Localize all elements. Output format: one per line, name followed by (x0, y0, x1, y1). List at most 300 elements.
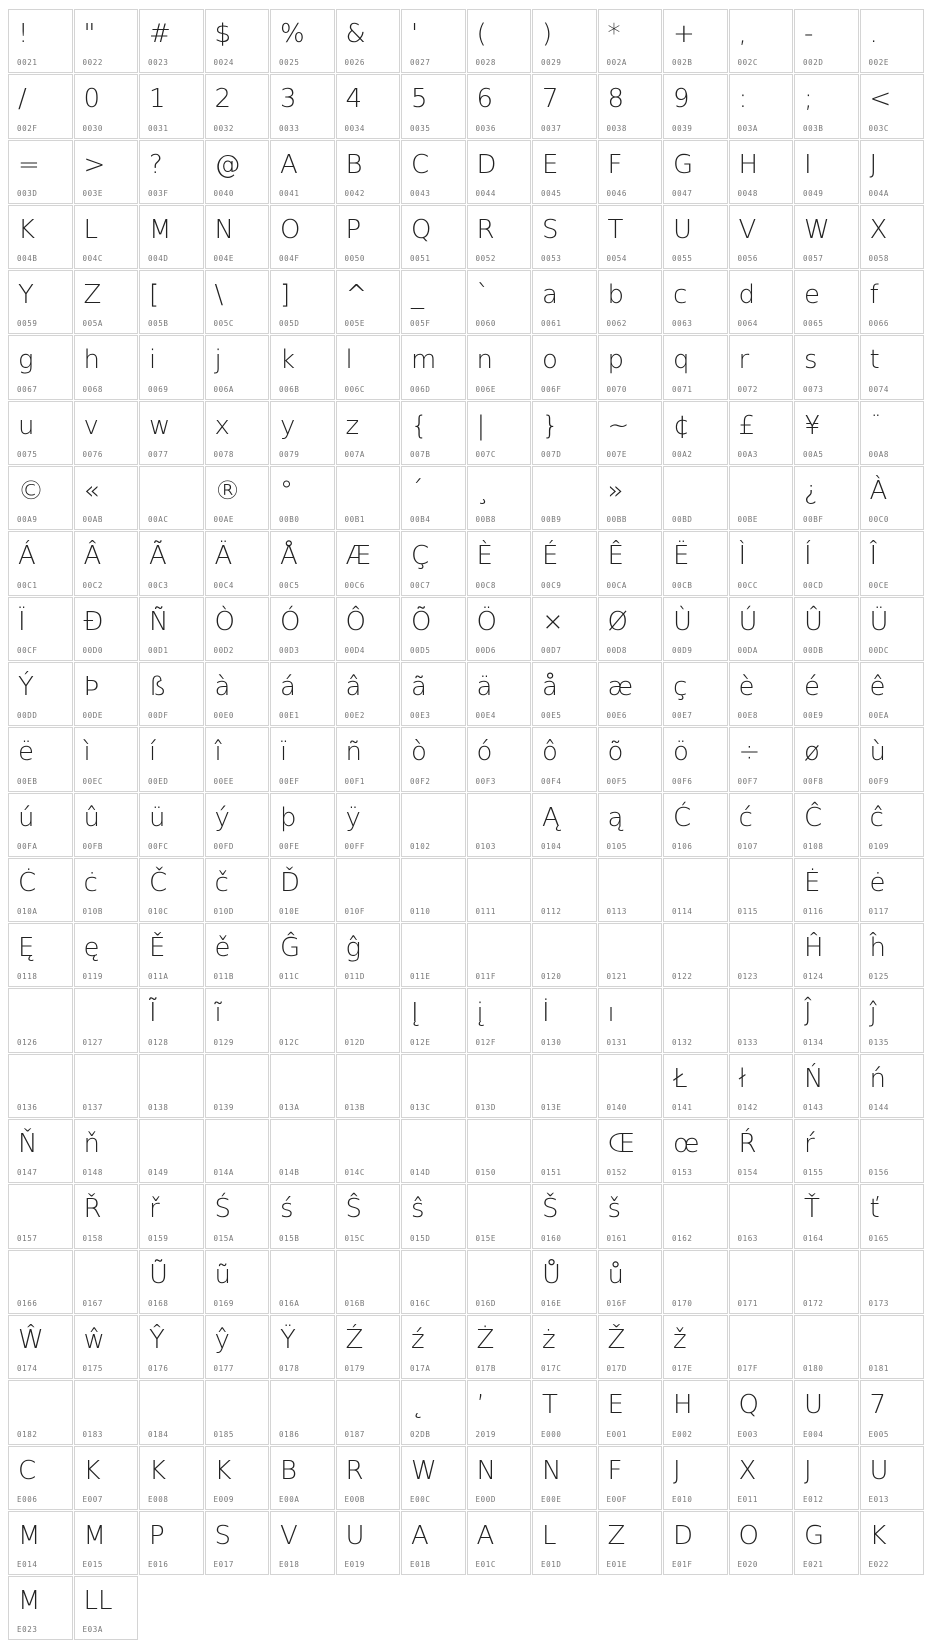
glyph-character: ž (673, 1324, 687, 1355)
glyph-character: ´ (411, 476, 424, 507)
glyph-code: 0073 (803, 384, 824, 394)
glyph-character: ã (411, 671, 427, 702)
glyph-cell (74, 923, 139, 987)
glyph-cell (467, 1054, 532, 1118)
glyph-character: ' (411, 19, 419, 49)
glyph-cell (74, 1054, 139, 1118)
glyph-cell (467, 9, 532, 73)
glyph-cell (663, 1054, 728, 1118)
glyph-character: ì (83, 737, 91, 768)
glyph-row (8, 1446, 925, 1511)
glyph-code: E005 (868, 1429, 889, 1439)
glyph-cell (139, 923, 204, 987)
glyph-character: č (214, 867, 229, 898)
glyph-code: 0129 (213, 1037, 234, 1047)
glyph-cell (598, 335, 663, 399)
glyph-character: æ (607, 671, 634, 702)
glyph-cell (74, 727, 139, 791)
glyph-character: J (869, 149, 878, 180)
glyph-character: × (542, 606, 564, 637)
glyph-code: 0036 (475, 123, 496, 133)
glyph-character: 3 (280, 84, 297, 115)
glyph-code: 012D (344, 1037, 365, 1047)
glyph-character: Ũ (149, 1259, 169, 1290)
glyph-cell (729, 858, 794, 922)
glyph-cell (598, 1511, 663, 1575)
glyph-code: E011 (737, 1494, 758, 1504)
glyph-cell (8, 1054, 73, 1118)
glyph-code: 0182 (17, 1429, 38, 1439)
glyph-cell (336, 140, 401, 204)
glyph-character: Î (869, 541, 878, 572)
glyph-code: 0048 (737, 188, 758, 198)
glyph-character: m (411, 345, 437, 376)
glyph-code: 0056 (737, 254, 758, 264)
glyph-cell (598, 270, 663, 334)
glyph-character: x (214, 410, 230, 441)
glyph-code: 00C1 (17, 580, 38, 590)
glyph-code: 0165 (868, 1233, 889, 1243)
glyph-character: Ń (804, 1063, 824, 1094)
glyph-code: 006A (213, 384, 234, 394)
glyph-cell (205, 1446, 270, 1510)
glyph-cell (729, 466, 794, 530)
glyph-cell (729, 793, 794, 857)
glyph-character: l (345, 345, 353, 376)
glyph-code: 0122 (672, 972, 693, 982)
glyph-code: 0169 (213, 1298, 234, 1308)
glyph-character: A (411, 1520, 429, 1551)
glyph-character: F (607, 1455, 623, 1486)
glyph-character: ń (869, 1063, 886, 1094)
glyph-code: 0155 (803, 1168, 824, 1178)
glyph-character: v (83, 410, 99, 441)
glyph-cell (794, 1511, 859, 1575)
glyph-character: O (280, 214, 301, 245)
glyph-code: 00AC (148, 515, 169, 525)
glyph-cell (139, 140, 204, 204)
glyph-code: E000 (541, 1429, 562, 1439)
glyph-code: 0158 (82, 1233, 103, 1243)
glyph-character: ŝ (411, 1194, 425, 1225)
glyph-character: [ (149, 280, 160, 311)
glyph-cell (729, 988, 794, 1052)
glyph-character: h (83, 345, 100, 376)
glyph-code: 00EF (279, 776, 300, 786)
glyph-cell (860, 74, 925, 138)
glyph-code: 004D (148, 254, 169, 264)
glyph-cell (467, 401, 532, 465)
glyph-cell (336, 270, 401, 334)
glyph-cell (401, 531, 466, 595)
glyph-code: 0153 (672, 1168, 693, 1178)
glyph-cell (205, 793, 270, 857)
glyph-cell (860, 466, 925, 530)
glyph-character: á (280, 671, 296, 702)
glyph-character: Ň (18, 1129, 38, 1160)
glyph-cell (860, 858, 925, 922)
glyph-code: 002F (17, 123, 38, 133)
glyph-row (8, 1119, 925, 1184)
glyph-code: 00A8 (868, 450, 889, 460)
glyph-code: 013D (475, 1103, 496, 1113)
glyph-code: 0172 (803, 1298, 824, 1308)
glyph-character: I (804, 149, 812, 180)
glyph-character: 1 (149, 84, 166, 115)
glyph-character: 8 (607, 84, 625, 115)
glyph-character: C (18, 1455, 37, 1486)
glyph-code: 00E8 (737, 711, 758, 721)
glyph-code: 003C (868, 123, 889, 133)
glyph-character: ê (869, 671, 886, 702)
glyph-character: ® (214, 476, 241, 507)
glyph-character: 7 (869, 1390, 887, 1421)
glyph-code: E009 (213, 1494, 234, 1504)
glyph-character: r (738, 345, 750, 376)
glyph-character: ý (214, 802, 230, 833)
glyph-cell (532, 1250, 597, 1314)
glyph-code: 00B9 (541, 515, 562, 525)
glyph-code: 0031 (148, 123, 169, 133)
glyph-code: 014A (213, 1168, 234, 1178)
glyph-cell (336, 531, 401, 595)
glyph-character: Ą (542, 802, 560, 833)
glyph-cell (270, 335, 335, 399)
glyph-code: 0168 (148, 1298, 169, 1308)
glyph-character: Ê (607, 541, 624, 572)
glyph-character: , (738, 19, 747, 49)
glyph-code: 0021 (17, 58, 38, 68)
glyph-code: 0119 (82, 972, 103, 982)
glyph-character: ’ (476, 1390, 485, 1421)
glyph-character: . (869, 19, 878, 49)
glyph-character: a (542, 280, 558, 311)
glyph-code: 0040 (213, 188, 234, 198)
glyph-cell (8, 858, 73, 922)
glyph-cell (532, 335, 597, 399)
glyph-cell (8, 1250, 73, 1314)
glyph-code: 002B (672, 58, 693, 68)
glyph-character: ç (673, 671, 688, 702)
glyph-cell (205, 1054, 270, 1118)
glyph-cell (598, 1054, 663, 1118)
glyph-code: 00CC (737, 580, 758, 590)
glyph-code: 003B (803, 123, 824, 133)
glyph-cell (860, 270, 925, 334)
glyph-character: í (149, 737, 157, 768)
glyph-cell (401, 335, 466, 399)
glyph-cell (139, 270, 204, 334)
glyph-cell (205, 9, 270, 73)
glyph-code: 0174 (17, 1364, 38, 1374)
glyph-code: 00DC (868, 645, 889, 655)
glyph-code: 00CE (868, 580, 889, 590)
glyph-character: = (18, 149, 40, 180)
glyph-character: } (542, 410, 559, 441)
glyph-cell (729, 923, 794, 987)
glyph-character: c (673, 280, 688, 311)
glyph-cell (205, 858, 270, 922)
glyph-code: 00FC (148, 841, 169, 851)
glyph-code: E00C (410, 1494, 431, 1504)
glyph-cell (794, 270, 859, 334)
glyph-cell (270, 988, 335, 1052)
glyph-character: Ċ (18, 867, 37, 898)
glyph-code: 004E (213, 254, 234, 264)
glyph-cell (336, 1119, 401, 1183)
glyph-code: 015B (279, 1233, 300, 1243)
glyph-character: / (18, 84, 27, 115)
glyph-cell (663, 727, 728, 791)
glyph-cell (139, 662, 204, 726)
glyph-cell (663, 923, 728, 987)
glyph-cell (336, 205, 401, 269)
glyph-cell (139, 1511, 204, 1575)
glyph-cell (860, 1250, 925, 1314)
glyph-cell (860, 1446, 925, 1510)
glyph-code: E022 (868, 1560, 889, 1570)
glyph-cell (139, 1315, 204, 1379)
glyph-cell (74, 531, 139, 595)
glyph-code: 0060 (475, 319, 496, 329)
glyph-character: Â (83, 541, 102, 572)
glyph-character: ź (411, 1324, 425, 1355)
glyph-code: 00B4 (410, 515, 431, 525)
glyph-character: e (804, 280, 820, 311)
glyph-cell (205, 335, 270, 399)
glyph-code: 00F2 (410, 776, 431, 786)
glyph-code: 00BD (672, 515, 693, 525)
glyph-cell (794, 140, 859, 204)
glyph-code: 017B (475, 1364, 496, 1374)
glyph-cell (532, 270, 597, 334)
glyph-cell (270, 9, 335, 73)
glyph-code: 0132 (672, 1037, 693, 1047)
glyph-character: $ (214, 19, 232, 49)
glyph-code: 00F9 (868, 776, 889, 786)
glyph-character: ò (411, 737, 427, 768)
glyph-code: 0033 (279, 123, 300, 133)
glyph-cell (860, 793, 925, 857)
glyph-code: 0123 (737, 972, 758, 982)
glyph-code: 0177 (213, 1364, 234, 1374)
glyph-code: 0139 (213, 1103, 234, 1113)
glyph-cell (860, 1315, 925, 1379)
glyph-character: į (476, 998, 484, 1029)
glyph-cell (598, 531, 663, 595)
glyph-cell (729, 531, 794, 595)
glyph-character: J (804, 1455, 812, 1486)
glyph-code: 00FE (279, 841, 300, 851)
glyph-code: 00B0 (279, 515, 300, 525)
glyph-cell (270, 1315, 335, 1379)
glyph-cell (270, 140, 335, 204)
glyph-character: ť (869, 1194, 880, 1225)
glyph-code: 00F4 (541, 776, 562, 786)
glyph-code: 0181 (868, 1364, 889, 1374)
glyph-cell (532, 531, 597, 595)
glyph-code: 0121 (606, 972, 627, 982)
glyph-cell (467, 74, 532, 138)
glyph-code: 0026 (344, 58, 365, 68)
glyph-character: Ť (804, 1194, 820, 1225)
glyph-cell (663, 74, 728, 138)
glyph-code: 011B (213, 972, 234, 982)
glyph-cell (270, 1380, 335, 1444)
glyph-cell (663, 1511, 728, 1575)
glyph-character: Ř (83, 1194, 102, 1225)
glyph-code: 00DE (82, 711, 103, 721)
glyph-code: 010B (82, 907, 103, 917)
glyph-code: 0043 (410, 188, 431, 198)
glyph-code: E012 (803, 1494, 824, 1504)
glyph-code: 0136 (17, 1103, 38, 1113)
glyph-cell (598, 1380, 663, 1444)
glyph-code: 0102 (410, 841, 431, 851)
glyph-code: 00A2 (672, 450, 693, 460)
glyph-code: 0130 (541, 1037, 562, 1047)
glyph-code: 005C (213, 319, 234, 329)
glyph-character: Þ (83, 671, 100, 702)
glyph-cell (663, 662, 728, 726)
glyph-row (8, 1054, 925, 1119)
glyph-cell (729, 9, 794, 73)
glyph-code: 0029 (541, 58, 562, 68)
glyph-cell (8, 1576, 73, 1640)
glyph-code: 0152 (606, 1168, 627, 1178)
glyph-cell (8, 727, 73, 791)
glyph-character: » (607, 476, 624, 507)
glyph-cell (860, 205, 925, 269)
glyph-character: û (83, 802, 100, 833)
glyph-cell (401, 74, 466, 138)
glyph-code: 00B8 (475, 515, 496, 525)
glyph-cell (270, 923, 335, 987)
glyph-row (8, 270, 925, 335)
glyph-cell (336, 9, 401, 73)
glyph-cell (794, 1446, 859, 1510)
glyph-code: 007B (410, 450, 431, 460)
glyph-cell (663, 988, 728, 1052)
glyph-code: 00E1 (279, 711, 300, 721)
glyph-cell (663, 1119, 728, 1183)
glyph-character: ; (804, 84, 813, 115)
glyph-cell (663, 205, 728, 269)
glyph-cell (794, 1054, 859, 1118)
glyph-code: 0071 (672, 384, 693, 394)
glyph-cell (401, 727, 466, 791)
glyph-code: 0067 (17, 384, 38, 394)
glyph-code: 0142 (737, 1103, 758, 1113)
glyph-code: 017A (410, 1364, 431, 1374)
glyph-code: 00EC (82, 776, 103, 786)
glyph-cell (205, 988, 270, 1052)
glyph-code: 0150 (475, 1168, 496, 1178)
glyph-code: 00ED (148, 776, 169, 786)
glyph-cell (205, 662, 270, 726)
glyph-code: 0159 (148, 1233, 169, 1243)
glyph-code: 0183 (82, 1429, 103, 1439)
glyph-code: 014B (279, 1168, 300, 1178)
glyph-cell (729, 205, 794, 269)
glyph-cell (598, 662, 663, 726)
glyph-code: 00A5 (803, 450, 824, 460)
glyph-cell (794, 923, 859, 987)
glyph-cell (8, 531, 73, 595)
glyph-code: 007E (606, 450, 627, 460)
glyph-code: 0148 (82, 1168, 103, 1178)
glyph-code: 00CA (606, 580, 627, 590)
glyph-character: é (804, 671, 820, 702)
glyph-character: S (542, 214, 559, 245)
glyph-cell (467, 270, 532, 334)
glyph-cell (860, 597, 925, 661)
glyph-cell (729, 727, 794, 791)
glyph-code: 0118 (17, 972, 38, 982)
glyph-cell (139, 205, 204, 269)
glyph-cell (139, 793, 204, 857)
glyph-code: 0138 (148, 1103, 169, 1113)
glyph-code: 0104 (541, 841, 562, 851)
glyph-code: 013C (410, 1103, 431, 1113)
glyph-character: ř (149, 1194, 160, 1225)
glyph-cell (139, 401, 204, 465)
glyph-cell (729, 1250, 794, 1314)
glyph-code: 0103 (475, 841, 496, 851)
glyph-code: 00C2 (82, 580, 103, 590)
glyph-code: 0133 (737, 1037, 758, 1047)
glyph-code: 0156 (868, 1168, 889, 1178)
glyph-code: 004F (279, 254, 300, 264)
glyph-cell (336, 1315, 401, 1379)
glyph-cell (8, 1380, 73, 1444)
glyph-code: 0030 (82, 123, 103, 133)
glyph-cell (336, 858, 401, 922)
glyph-cell (794, 466, 859, 530)
glyph-code: 0120 (541, 972, 562, 982)
glyph-row (8, 662, 925, 727)
glyph-cell (794, 1315, 859, 1379)
glyph-code: 0107 (737, 841, 758, 851)
glyph-code: E01F (672, 1560, 693, 1570)
glyph-character: Ñ (149, 606, 169, 637)
glyph-cell (532, 793, 597, 857)
glyph-character: K (214, 1455, 232, 1486)
glyph-character: S (214, 1520, 232, 1551)
glyph-character: ~ (607, 410, 630, 441)
glyph-code: 016E (541, 1298, 562, 1308)
glyph-code: 0066 (868, 319, 889, 329)
glyph-character: Ž (607, 1324, 626, 1355)
glyph-cell (401, 1446, 466, 1510)
glyph-cell (205, 74, 270, 138)
glyph-code: 0115 (737, 907, 758, 917)
glyph-code: 0110 (410, 907, 431, 917)
glyph-code: 0105 (606, 841, 627, 851)
glyph-cell (729, 335, 794, 399)
glyph-code: E015 (82, 1560, 103, 1570)
glyph-character: È (476, 541, 493, 572)
glyph-cell (860, 401, 925, 465)
glyph-code: 010F (344, 907, 365, 917)
glyph-cell (794, 401, 859, 465)
glyph-character: n (476, 345, 493, 376)
glyph-code: 012E (410, 1037, 431, 1047)
glyph-character: R (345, 1455, 364, 1486)
glyph-character: @ (214, 149, 241, 180)
glyph-code: E013 (868, 1494, 889, 1504)
glyph-cell (663, 1315, 728, 1379)
